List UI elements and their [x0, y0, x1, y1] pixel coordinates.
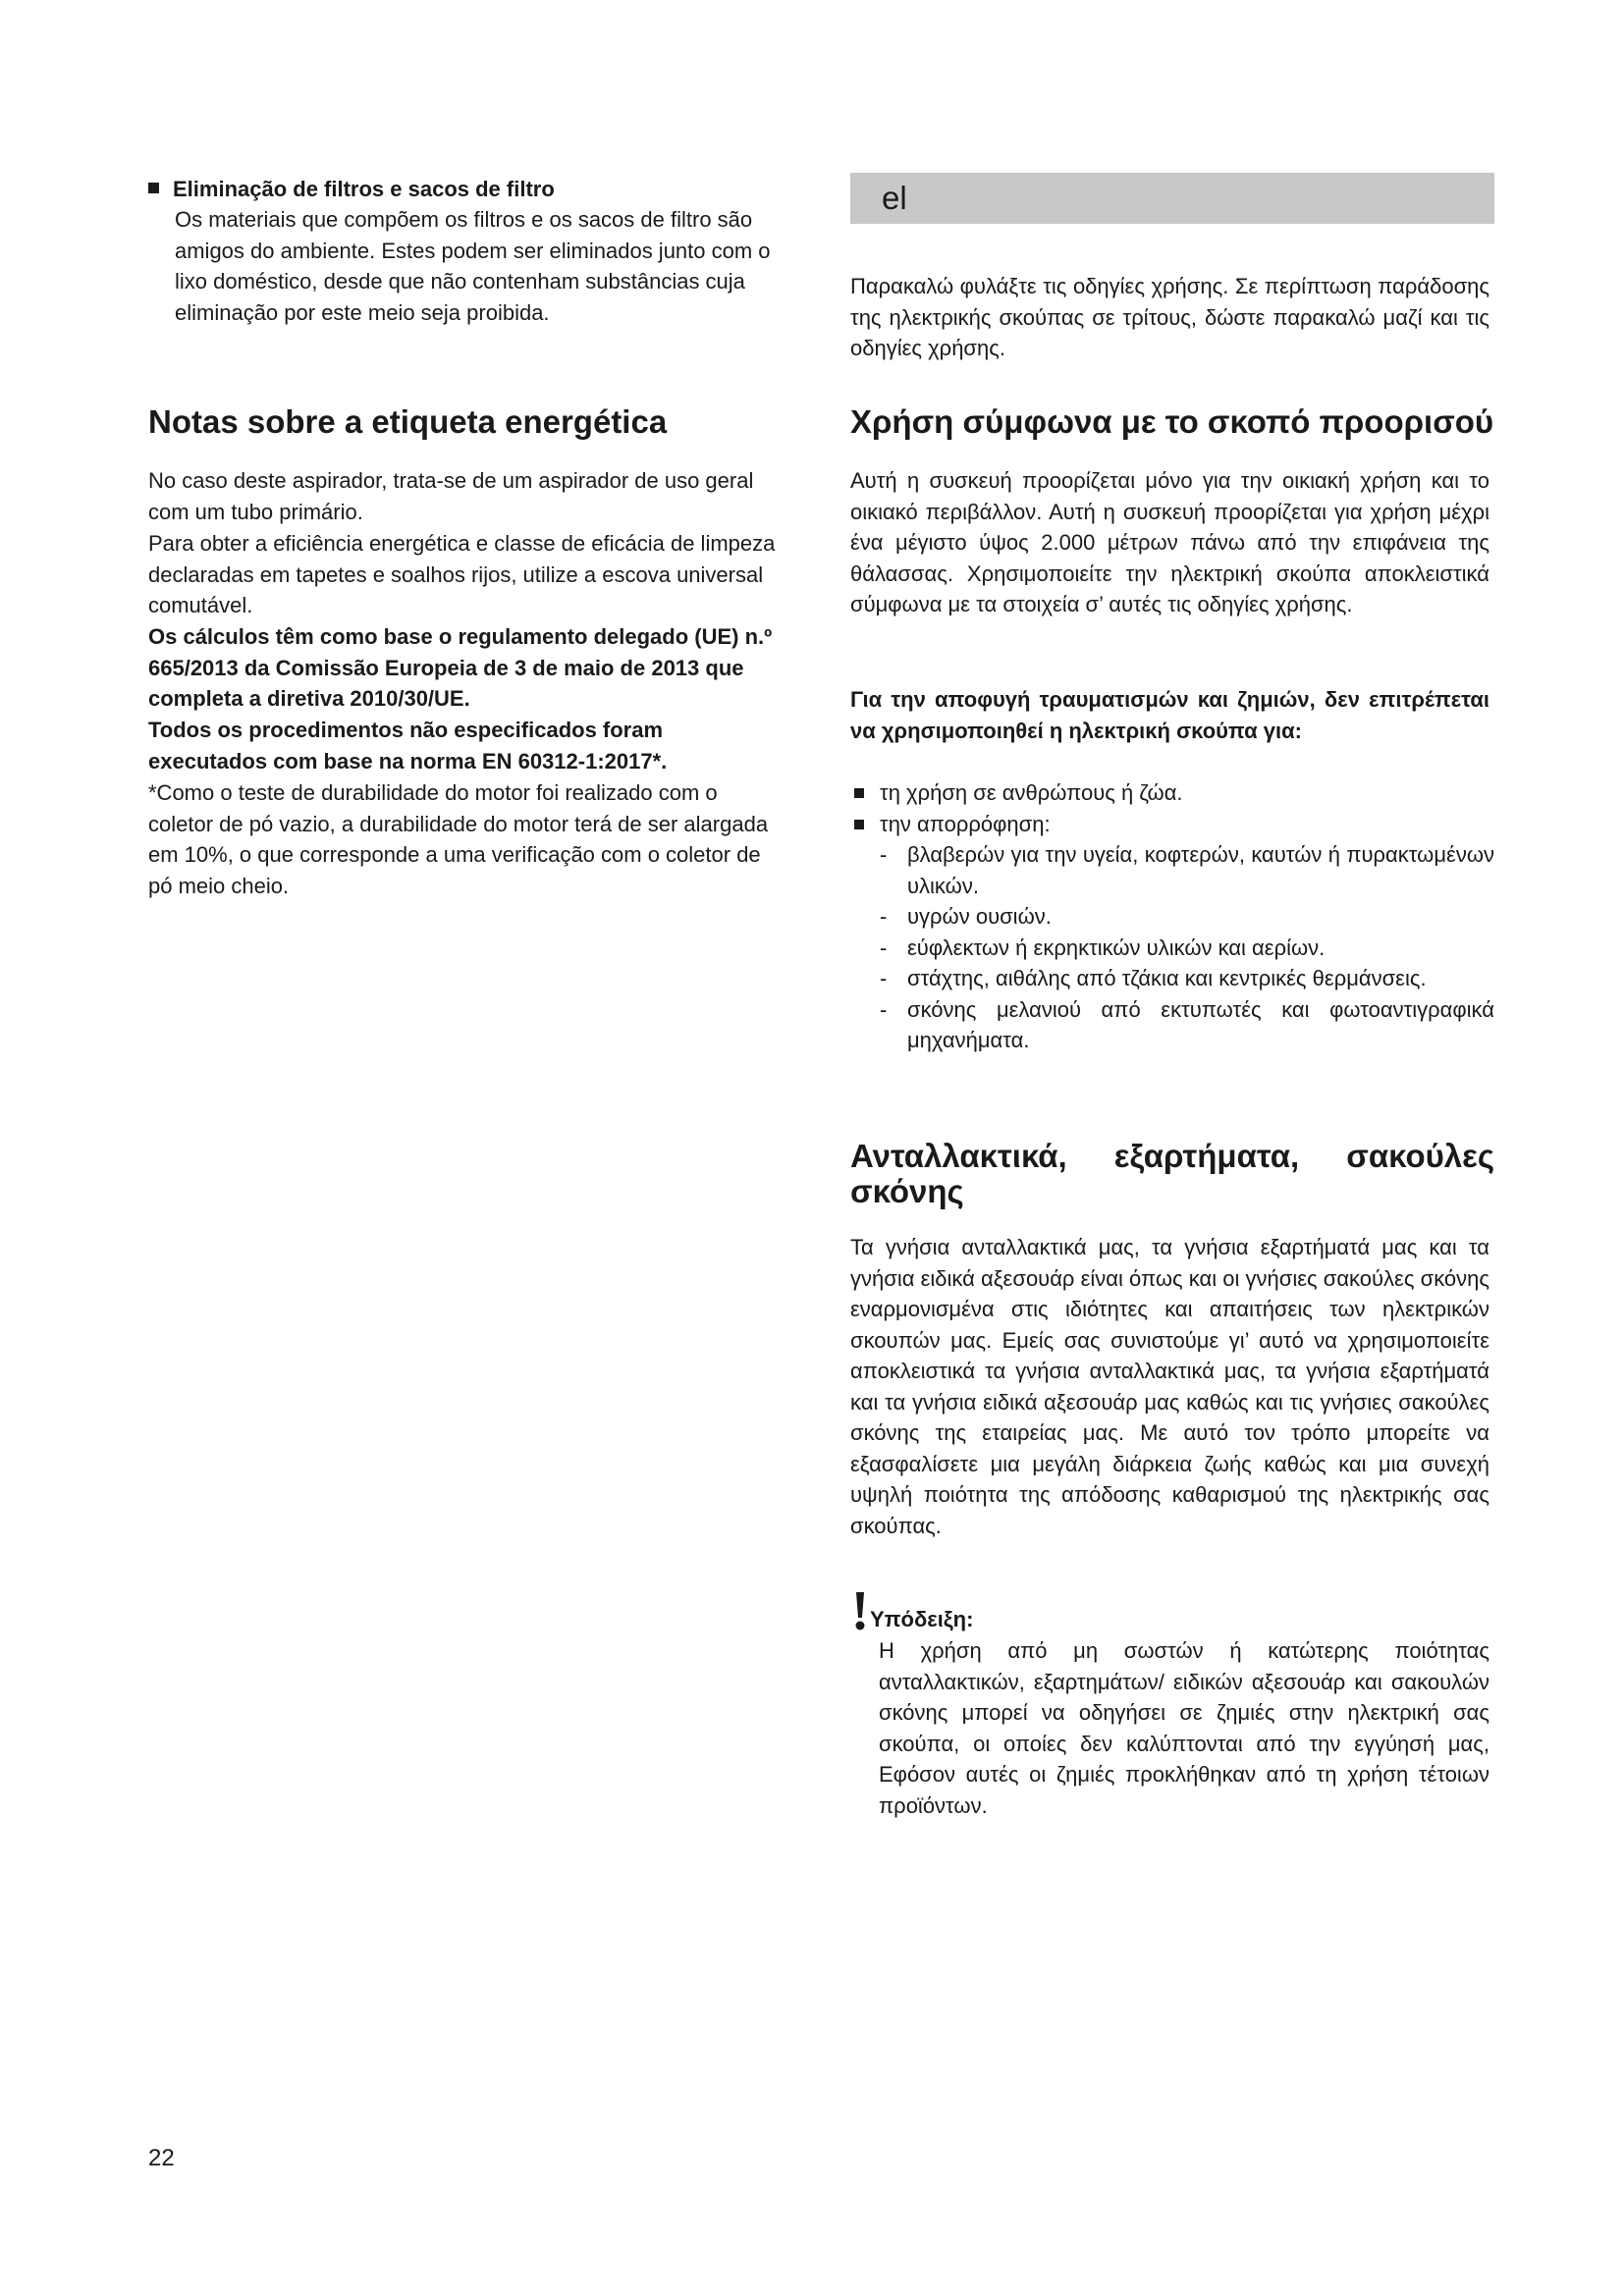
sublist-item — [850, 839, 1494, 901]
exclamation-icon — [850, 1590, 870, 1633]
dash-marker: - — [880, 966, 888, 990]
sublist-item — [850, 901, 1494, 933]
disposal-title-text: Eliminação de filtros e sacos de filtro — [173, 177, 555, 201]
sublist-item-text: σκόνης μελανιού από εκτυπωτές και φωτοαντιγραφικά μηχανήματα. — [907, 996, 1494, 1052]
dash-marker: - — [880, 904, 888, 929]
sublist-item — [850, 994, 1494, 1056]
intended-use-heading: Χρήση σύμφωνα με το σκοπό προορισού — [850, 403, 1494, 440]
page-number: 22 — [148, 2145, 175, 2171]
sublist-item-text: εύφλεκτων ή εκρηκτικών υλικών και αερίων. — [907, 934, 1326, 960]
disposal-text: Os materiais que compõem os filtros e os sacos de filtro são amigos do ambiente. Estes podem ser eliminados junto com o lixo doméstico, desde que não contenham substâncias cuja eliminação por este meio seja proibida. — [175, 207, 771, 325]
disposal-bullet-title — [148, 175, 773, 204]
energy-label-heading: Notas sobre a etiqueta energética — [148, 403, 668, 440]
list-item-text: τη χρήση σε ανθρώπους ή ζώα. — [880, 780, 1183, 805]
note-text: Η χρήση από μη σωστών ή κατώτερης ποιότητας ανταλλακτικών, εξαρτημάτων/ ειδικών αξεσουάρ και σακουλών σκόνης μπορεί να οδηγήσει σε ζημιές στην ηλεκτρική σας σκούπα, οι οποίες δεν καλύπτονται από την εγγύησή μας, Εφόσον αυτές οι ζημιές προκλήθηκαν από τη χρήση τέτοιων προϊόντων. — [879, 1638, 1489, 1818]
bullet-square-icon — [854, 820, 864, 829]
bullet-square-icon — [148, 183, 159, 193]
dash-marker: - — [880, 934, 888, 960]
energy-paragraph-3: Os cálculos têm como base o regulamento delegado (UE) n.º 665/2013 da Comissão Europeia de 3 de maio de 2013 que completa a diretiva 2010/30/UE. — [148, 624, 773, 711]
intended-use-text: Αυτή η συσκευή προορίζεται μόνο για την οικιακή χρήση και το οικιακό περιβάλλον. Αυτή η συσκευή προορίζεται για χρήση μέχρι ένα μέγιστο ύψος 2.000 μέτρων πάνω από την επιφάνεια της θάλασσας. Χρησιμοποιείτε την ηλεκτρική σκούπα αποκλειστικά σύμφωνα με τα στοιχεία σ’ αυτές τις οδηγίες χρήσης. — [850, 468, 1489, 616]
sublist-item-text: υγρών ουσιών. — [907, 904, 1052, 929]
energy-footnote: *Como o teste de durabilidade do motor foi realizado com o coletor de pó vazio, a durabilidade do motor terá de ser alargada em 10%, o que corresponde a uma verificação com o coletor de pó meio cheio. — [148, 780, 769, 898]
list-item-text: την απορρόφηση: — [880, 811, 1051, 836]
spare-parts-text: Τα γνήσια ανταλλακτικά μας, τα γνήσια εξαρτήματά μας και τα γνήσια ειδικά αξεσουάρ είναι όπως και οι γνήσιες σακούλες σκόνης εναρμονισμένα στις ιδιότητες και απαιτήσεις των ηλεκτρικών σκουπών μας. Εμείς σας συνιστούμε γι’ αυτό να χρησιμοποιείτε αποκλειστικά τα γνήσια ανταλλακτικά μας, τα γνήσια εξαρτήματά και τα γνήσια ειδικά αξεσουάρ μας καθώς και τις γνήσιες σακούλες σκόνης της εταιρείας μας. Με αυτό τον τρόπο μπορείτε να εξασφαλίσετε μια μεγάλη διάρκεια ζωής καθώς και μια συνεχή υψηλή ποιότητα της απόδοσης καθαρισμού της ηλεκτρικής σας σκούπας. — [850, 1235, 1489, 1538]
energy-paragraph-1: No caso deste aspirador, trata-se de um aspirador de uso geral com um tubo primário. — [148, 468, 754, 524]
language-section-bar — [850, 173, 1494, 224]
language-code: el — [882, 180, 907, 216]
dash-marker: - — [880, 996, 888, 1022]
energy-paragraph-4: Todos os procedimentos não especificados foram executados com base na norma EN 60312-1:2017*. — [148, 718, 668, 774]
dash-marker: - — [880, 842, 888, 867]
greek-intro: Παρακαλώ φυλάξτε τις οδηγίες χρήσης. Σε περίπτωση παράδοσης της ηλεκτρικής σκούπας σε τρίτους, δώστε παρακαλώ μαζί και τις οδηγίες χρήσης. — [850, 274, 1489, 360]
list-item — [850, 777, 1494, 809]
injury-warning: Για την αποφυγή τραυματισμών και ζημιών, δεν επιτρέπεται να χρησιμοποιηθεί η ηλεκτρική σκούπα για: — [850, 687, 1489, 743]
note-title: Υπόδειξη: — [870, 1607, 974, 1631]
sublist-item — [850, 963, 1494, 994]
spare-parts-heading: Ανταλλακτικά, εξαρτήματα, σακούλες σκόνης — [850, 1138, 1494, 1209]
bullet-square-icon — [854, 788, 864, 798]
energy-paragraph-2: Para obter a eficiência energética e classe de eficácia de limpeza declaradas em tapetes e soalhos rijos, utilize a escova universal comutável. — [148, 531, 776, 617]
sublist-item-text: στάχτης, αιθάλης από τζάκια και κεντρικές θερμάνσεις. — [907, 966, 1427, 990]
sublist-item — [850, 933, 1494, 964]
sublist-item-text: βλαβερών για την υγεία, κοφτερών, καυτών ή πυρακτωμένων υλικών. — [907, 842, 1494, 898]
list-item — [850, 809, 1494, 840]
prohibited-use-list — [850, 777, 1494, 1056]
